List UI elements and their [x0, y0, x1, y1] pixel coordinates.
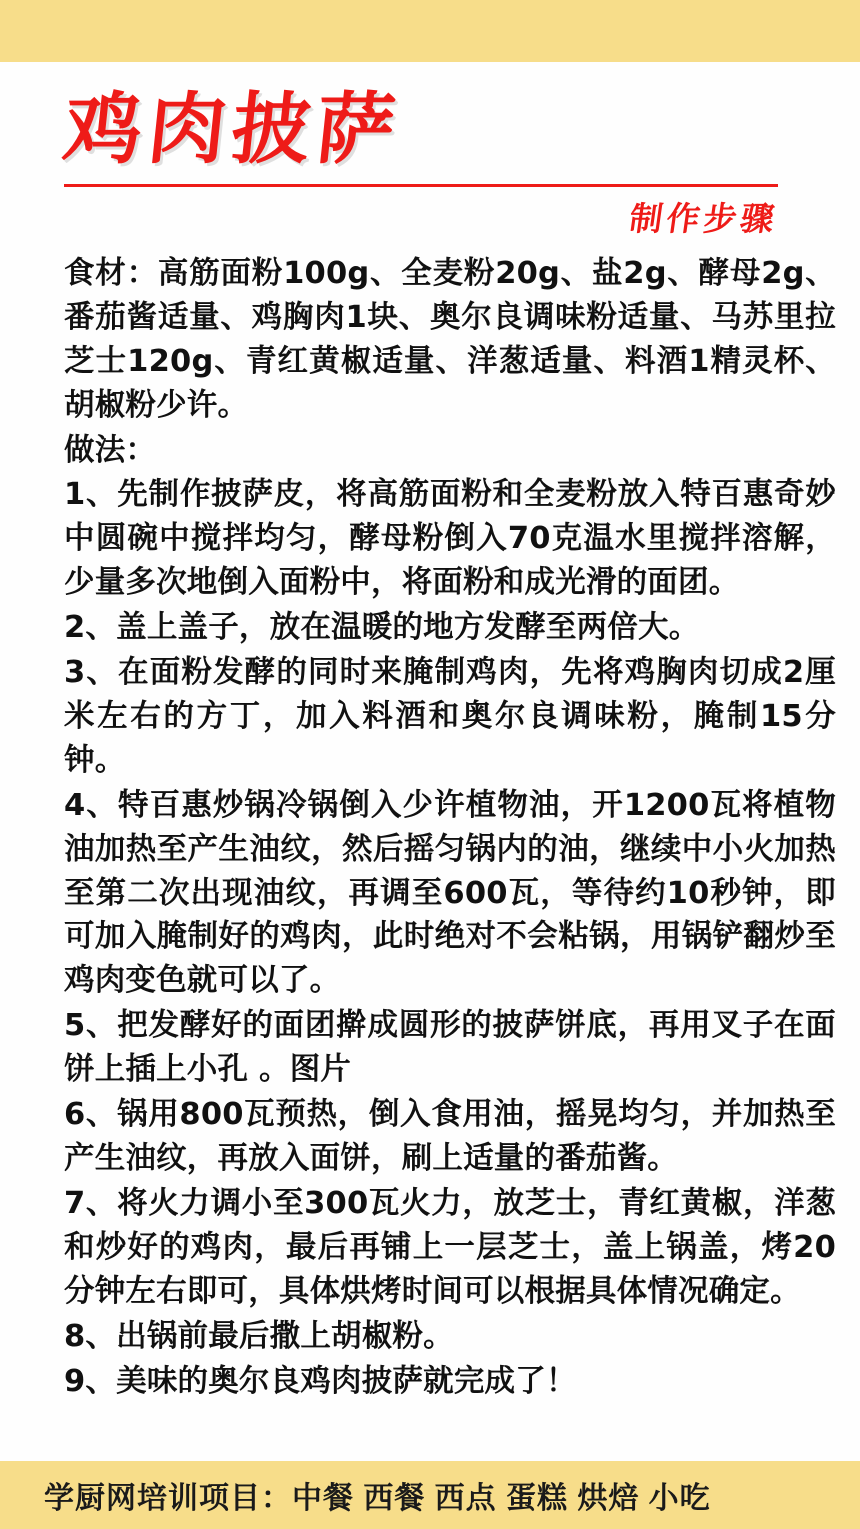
top-banner-bar: [0, 0, 860, 62]
bottom-banner-bar: [0, 1461, 860, 1529]
page-subtitle: 制作步骤: [627, 199, 781, 237]
step-4: 4、特百惠炒锅冷锅倒入少许植物油，开1200瓦将植物油加热至产生油纹，然后摇匀锅内的油，继续中小火加热至第二次出现油纹，再调至600瓦，等待约10秒钟，即可加入腌制好的鸡肉，此时绝对不会粘锅，用锅铲翻炒至鸡肉变色就可以了。: [64, 787, 836, 999]
recipe-body: [64, 252, 836, 1404]
step-6: 6、锅用800瓦预热，倒入食用油，摇晃均匀，并加热至产生油纹，再放入面饼，刷上适量的番茄酱。: [64, 1097, 836, 1177]
step-3: 3、在面粉发酵的同时来腌制鸡肉，先将鸡胸肉切成2厘米左右的方丁，加入料酒和奥尔良调味粉，腌制15分钟。: [64, 655, 836, 778]
step-5: 5、把发酵好的面团擀成圆形的披萨饼底，再用叉子在面饼上插上小孔 。图片: [64, 1008, 836, 1088]
step-8: 8、出锅前最后撒上胡椒粉。: [64, 1318, 454, 1354]
page-title: 鸡肉披萨: [59, 85, 405, 175]
title-divider: [64, 184, 778, 187]
ingredients-line: 食材：高筋面粉100g、全麦粉20g、盐2g、酵母2g、番茄酱适量、鸡胸肉1块、奥尔良调味粉适量、马苏里拉芝士120g、青红黄椒适量、洋葱适量、料酒1精灵杯、胡椒粉少许。: [64, 255, 836, 423]
method-label: 做法：: [64, 432, 157, 468]
step-1: 1、先制作披萨皮，将高筋面粉和全麦粉放入特百惠奇妙中圆碗中搅拌均匀，酵母粉倒入70克温水里搅拌溶解，少量多次地倒入面粉中，将面粉和成光滑的面团。: [64, 477, 836, 601]
recipe-content: [0, 62, 860, 1461]
footer-text: 学厨网培训项目：中餐 西餐 西点 蛋糕 烘焙 小吃: [44, 1482, 711, 1515]
step-7: 7、将火力调小至300瓦火力，放芝士，青红黄椒，洋葱和炒好的鸡肉，最后再铺上一层芝士，盖上锅盖，烤20分钟左右即可，具体烘烤时间可以根据具体情况确定。: [64, 1185, 836, 1309]
step-9: 9、美味的奥尔良鸡肉披萨就完成了！: [64, 1363, 577, 1399]
step-2: 2、盖上盖子，放在温暖的地方发酵至两倍大。: [64, 610, 700, 646]
